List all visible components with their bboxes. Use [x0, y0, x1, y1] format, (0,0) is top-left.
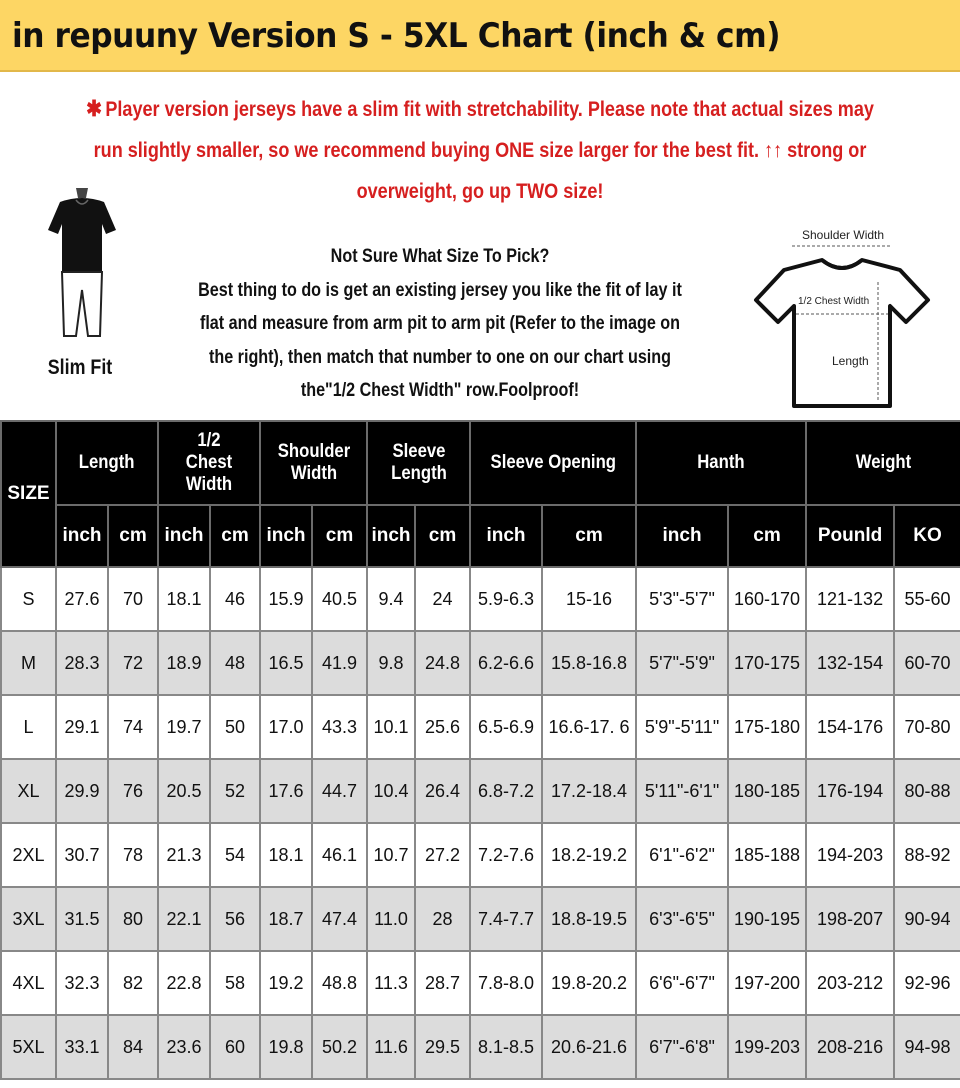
unit-header: KO — [894, 505, 960, 567]
table-cell: 29.9 — [56, 759, 108, 823]
table-cell: 11.3 — [367, 951, 415, 1015]
table-cell: 25.6 — [415, 695, 470, 759]
table-cell: 18.9 — [158, 631, 210, 695]
unit-header: inch — [367, 505, 415, 567]
group-header-sleeve-length — [367, 421, 470, 505]
table-row — [1, 695, 960, 759]
instructions-line-2: Best thing to do is get an existing jersey you like the fit of lay it — [198, 279, 682, 301]
table-cell: 27.6 — [56, 567, 108, 631]
table-row — [1, 951, 960, 1015]
table-cell: 22.8 — [158, 951, 210, 1015]
table-cell: 60 — [210, 1015, 260, 1079]
table-cell: 47.4 — [312, 887, 367, 951]
group-header-shoulder-label: Shoulder Width — [277, 441, 350, 484]
table-cell: 29.5 — [415, 1015, 470, 1079]
slim-fit-figure-icon — [42, 186, 122, 346]
title-bar — [0, 0, 960, 72]
unit-header: cm — [415, 505, 470, 567]
table-cell: 15.8-16.8 — [542, 631, 636, 695]
table-group-header-row — [1, 421, 960, 505]
size-cell: M — [1, 631, 56, 695]
table-cell: 28.7 — [415, 951, 470, 1015]
group-header-weight-label: Weight — [855, 452, 912, 473]
table-row — [1, 887, 960, 951]
table-cell: 28.3 — [56, 631, 108, 695]
table-cell: 6'1"-6'2" — [636, 823, 728, 887]
table-cell: 41.9 — [312, 631, 367, 695]
table-cell: 199-203 — [728, 1015, 806, 1079]
table-cell: 10.1 — [367, 695, 415, 759]
table-cell: 19.8-20.2 — [542, 951, 636, 1015]
group-header-shoulder — [260, 421, 367, 505]
table-cell: 7.2-7.6 — [470, 823, 542, 887]
table-cell: 194-203 — [806, 823, 894, 887]
table-cell: 74 — [108, 695, 158, 759]
table-cell: 44.7 — [312, 759, 367, 823]
table-cell: 82 — [108, 951, 158, 1015]
table-cell: 94-98 — [894, 1015, 960, 1079]
notice-line-2: run slightly smaller, so we recommend buying ONE size larger for the best fit. ↑↑ strong or — [93, 139, 867, 162]
table-cell: 46.1 — [312, 823, 367, 887]
tshirt-outline-icon — [750, 226, 950, 416]
table-cell: 88-92 — [894, 823, 960, 887]
table-unit-header-row — [1, 505, 960, 567]
table-cell: 18.1 — [260, 823, 312, 887]
table-cell: 78 — [108, 823, 158, 887]
table-cell: 6.5-6.9 — [470, 695, 542, 759]
table-row — [1, 631, 960, 695]
table-cell: 80-88 — [894, 759, 960, 823]
table-cell: 24.8 — [415, 631, 470, 695]
table-cell: 18.2-19.2 — [542, 823, 636, 887]
table-cell: 203-212 — [806, 951, 894, 1015]
table-cell: 7.8-8.0 — [470, 951, 542, 1015]
table-cell: 50 — [210, 695, 260, 759]
table-cell: 17.2-18.4 — [542, 759, 636, 823]
group-header-height-label: Hanth — [697, 452, 745, 473]
measurement-diagram — [750, 226, 950, 416]
table-cell: 20.5 — [158, 759, 210, 823]
size-header: SIZE — [1, 421, 56, 567]
unit-header: cm — [728, 505, 806, 567]
table-cell: 18.7 — [260, 887, 312, 951]
table-cell: 17.6 — [260, 759, 312, 823]
table-cell: 197-200 — [728, 951, 806, 1015]
size-table — [0, 420, 960, 1080]
table-cell: 175-180 — [728, 695, 806, 759]
table-cell: 60-70 — [894, 631, 960, 695]
table-cell: 185-188 — [728, 823, 806, 887]
group-header-height — [636, 421, 806, 505]
pin-icon: ✱ — [86, 96, 102, 121]
table-cell: 5'11"-6'1" — [636, 759, 728, 823]
unit-header: cm — [210, 505, 260, 567]
instructions-line-4: the right), then match that number to one on our chart using — [208, 346, 672, 368]
table-cell: 11.6 — [367, 1015, 415, 1079]
table-cell: 19.8 — [260, 1015, 312, 1079]
table-cell: 17.0 — [260, 695, 312, 759]
table-cell: 72 — [108, 631, 158, 695]
table-row — [1, 759, 960, 823]
notice-line-3: overweight, go up TWO size! — [356, 180, 604, 203]
table-cell: 11.0 — [367, 887, 415, 951]
instructions-line-5: the"1/2 Chest Width" row.Foolproof! — [300, 380, 580, 401]
table-cell: 5'9"-5'11" — [636, 695, 728, 759]
table-cell: 56 — [210, 887, 260, 951]
table-cell: 19.7 — [158, 695, 210, 759]
length-label: Length — [832, 354, 869, 368]
table-cell: 18.8-19.5 — [542, 887, 636, 951]
unit-header: inch — [158, 505, 210, 567]
size-cell: 5XL — [1, 1015, 56, 1079]
table-cell: 6.2-6.6 — [470, 631, 542, 695]
table-cell: 19.2 — [260, 951, 312, 1015]
table-cell: 6'3"-6'5" — [636, 887, 728, 951]
group-header-weight — [806, 421, 960, 505]
unit-header: inch — [470, 505, 542, 567]
table-cell: 28 — [415, 887, 470, 951]
table-cell: 15.9 — [260, 567, 312, 631]
instructions-line-3: flat and measure from arm pit to arm pit (Refer to the image on — [199, 313, 681, 334]
table-cell: 9.4 — [367, 567, 415, 631]
group-header-sleeve-opening-label: Sleeve Opening — [490, 452, 616, 473]
table-cell: 54 — [210, 823, 260, 887]
table-cell: 9.8 — [367, 631, 415, 695]
table-cell: 7.4-7.7 — [470, 887, 542, 951]
table-cell: 10.4 — [367, 759, 415, 823]
table-cell: 58 — [210, 951, 260, 1015]
size-cell: 4XL — [1, 951, 56, 1015]
group-header-chest-label: 1/2 Chest Width — [185, 430, 233, 495]
sizing-instructions — [150, 240, 730, 408]
table-row — [1, 823, 960, 887]
table-cell: 176-194 — [806, 759, 894, 823]
table-cell: 121-132 — [806, 567, 894, 631]
table-cell: 23.6 — [158, 1015, 210, 1079]
table-cell: 5.9-6.3 — [470, 567, 542, 631]
size-cell: 2XL — [1, 823, 56, 887]
size-cell: XL — [1, 759, 56, 823]
instructions-heading: Not Sure What Size To Pick? — [330, 246, 550, 267]
table-cell: 29.1 — [56, 695, 108, 759]
table-cell: 84 — [108, 1015, 158, 1079]
shoulder-width-label: Shoulder Width — [802, 228, 885, 242]
table-cell: 70-80 — [894, 695, 960, 759]
table-cell: 92-96 — [894, 951, 960, 1015]
table-cell: 6.8-7.2 — [470, 759, 542, 823]
table-cell: 32.3 — [56, 951, 108, 1015]
size-cell: 3XL — [1, 887, 56, 951]
table-cell: 5'3"-5'7" — [636, 567, 728, 631]
table-cell: 208-216 — [806, 1015, 894, 1079]
table-cell: 16.5 — [260, 631, 312, 695]
notice-line-1 — [67, 88, 893, 130]
table-cell: 15-16 — [542, 567, 636, 631]
table-cell: 180-185 — [728, 759, 806, 823]
unit-header: Pounld — [806, 505, 894, 567]
table-cell: 132-154 — [806, 631, 894, 695]
table-cell: 8.1-8.5 — [470, 1015, 542, 1079]
unit-header: inch — [260, 505, 312, 567]
table-cell: 21.3 — [158, 823, 210, 887]
table-cell: 40.5 — [312, 567, 367, 631]
table-cell: 48.8 — [312, 951, 367, 1015]
table-cell: 50.2 — [312, 1015, 367, 1079]
table-cell: 55-60 — [894, 567, 960, 631]
table-cell: 18.1 — [158, 567, 210, 631]
table-cell: 6'7"-6'8" — [636, 1015, 728, 1079]
group-header-length — [56, 421, 158, 505]
group-header-chest — [158, 421, 260, 505]
table-cell: 198-207 — [806, 887, 894, 951]
unit-header: cm — [542, 505, 636, 567]
table-cell: 43.3 — [312, 695, 367, 759]
table-cell: 5'7"-5'9" — [636, 631, 728, 695]
table-cell: 160-170 — [728, 567, 806, 631]
table-cell: 90-94 — [894, 887, 960, 951]
table-cell: 27.2 — [415, 823, 470, 887]
table-cell: 10.7 — [367, 823, 415, 887]
unit-header: cm — [312, 505, 367, 567]
page-title: in repuuny Version S - 5XL Chart (inch & cm) — [12, 16, 781, 56]
table-cell: 26.4 — [415, 759, 470, 823]
group-header-sleeve-opening — [470, 421, 636, 505]
table-cell: 76 — [108, 759, 158, 823]
slim-fit-label: Slim Fit — [47, 356, 113, 379]
half-chest-label: 1/2 Chest Width — [798, 296, 870, 307]
unit-header: cm — [108, 505, 158, 567]
table-cell: 6'6"-6'7" — [636, 951, 728, 1015]
table-cell: 170-175 — [728, 631, 806, 695]
table-cell: 22.1 — [158, 887, 210, 951]
table-cell: 24 — [415, 567, 470, 631]
group-header-length-label: Length — [79, 452, 135, 473]
notice-text-1: Player version jerseys have a slim fit with stretchability. Please note that actual sizes may — [105, 98, 874, 121]
slim-fit-figure — [30, 186, 160, 396]
table-cell: 190-195 — [728, 887, 806, 951]
table-cell: 48 — [210, 631, 260, 695]
table-cell: 31.5 — [56, 887, 108, 951]
table-cell: 20.6-21.6 — [542, 1015, 636, 1079]
table-cell: 33.1 — [56, 1015, 108, 1079]
table-cell: 80 — [108, 887, 158, 951]
unit-header: inch — [636, 505, 728, 567]
table-cell: 52 — [210, 759, 260, 823]
size-cell: S — [1, 567, 56, 631]
table-cell: 16.6-17. 6 — [542, 695, 636, 759]
table-cell: 70 — [108, 567, 158, 631]
table-row — [1, 1015, 960, 1079]
group-header-sleeve-length-label: Sleeve Length — [390, 441, 447, 484]
table-cell: 30.7 — [56, 823, 108, 887]
table-row — [1, 567, 960, 631]
unit-header: inch — [56, 505, 108, 567]
table-cell: 154-176 — [806, 695, 894, 759]
table-cell: 46 — [210, 567, 260, 631]
size-cell: L — [1, 695, 56, 759]
size-table-body — [1, 567, 960, 1079]
